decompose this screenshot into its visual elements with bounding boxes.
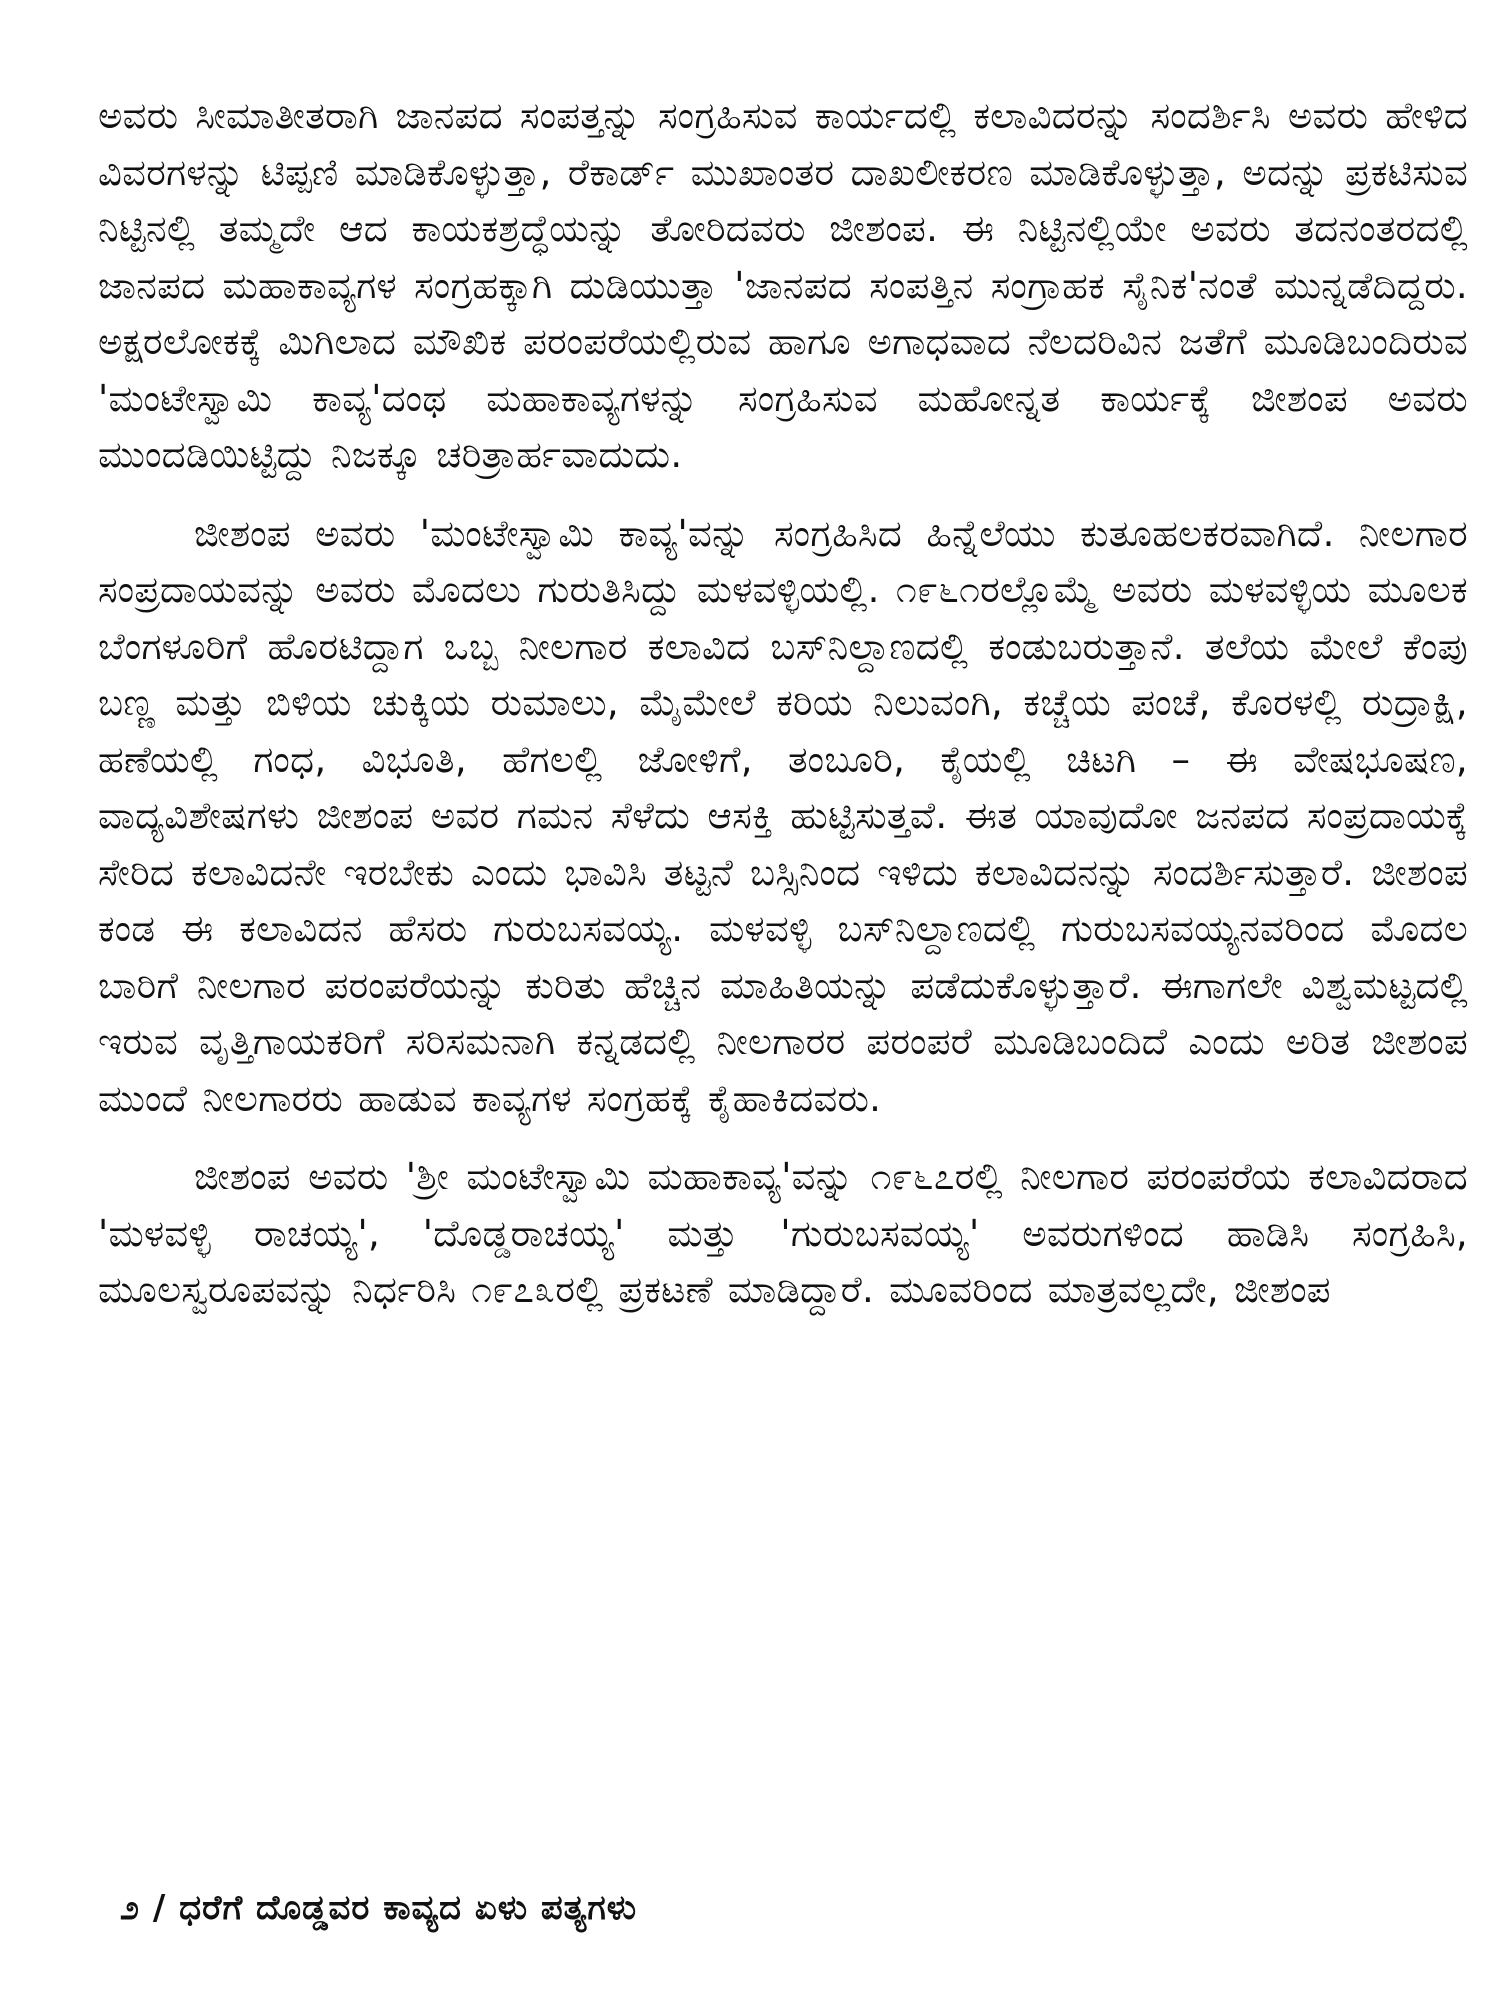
paragraph-3: ಜೀಶಂಪ ಅವರು 'ಶ್ರೀ ಮಂಟೇಸ್ವಾಮಿ ಮಹಾಕಾವ್ಯ'ವನ್ನು ೧೯೬೭ರಲ್ಲಿ ನೀಲಗಾರ ಪರಂಪರೆಯ ಕಲಾವಿದರಾದ 'ಮಳವಳ್ಳಿ ರಾಚಯ್ಯ', 'ದೊಡ್ಡರಾಚಯ್ಯ' ಮತ್ತು 'ಗುರುಬಸವಯ್ಯ' ಅವರುಗಳಿಂದ ಹಾಡಿಸಿ ಸಂಗ್ರಹಿಸಿ, ಮೂಲಸ್ವರೂಪವನ್ನು ನಿರ್ಧರಿಸಿ ೧೯೭೩ರಲ್ಲಿ ಪ್ರಕಟಣೆ ಮಾಡಿದ್ದಾರೆ. ಮೂವರಿಂದ ಮಾತ್ರವಲ್ಲದೇ, ಜೀಶಂಪ bbox=[98, 1155, 1468, 1311]
page-footer: ೨ / ಧರೆಗೆ ದೊಡ್ಡವರ ಕಾವ್ಯದ ಏಳು ಪತ್ಯಗಳು bbox=[120, 1888, 638, 1928]
paragraph-1: ಅವರು ಸೀಮಾತೀತರಾಗಿ ಜಾನಪದ ಸಂಪತ್ತನ್ನು ಸಂಗ್ರಹಿಸುವ ಕಾರ್ಯದಲ್ಲಿ ಕಲಾವಿದರನ್ನು ಸಂದರ್ಶಿಸಿ ಅವರು ಹೇಳಿದ ವಿವರಗಳನ್ನು ಟಿಪ್ಪಣಿ ಮಾಡಿಕೊಳ್ಳುತ್ತಾ, ರೆಕಾರ್ಡ್ ಮುಖಾಂತರ ದಾಖಲೀಕರಣ ಮಾಡಿಕೊಳ್ಳುತ್ತಾ, ಅದನ್ನು ಪ್ರಕಟಿಸುವ ನಿಟ್ಟಿನಲ್ಲಿ ತಮ್ಮದೇ ಆದ ಕಾಯಕಶ್ರದ್ಧೆಯನ್ನು ತೋರಿದವರು ಜೀಶಂಪ. ಈ ನಿಟ್ಟಿನಲ್ಲಿಯೇ ಅವರು ತದನಂತರದಲ್ಲಿ ಜಾನಪದ ಮಹಾಕಾವ್ಯಗಳ ಸಂಗ್ರಹಕ್ಕಾಗಿ ದುಡಿಯುತ್ತಾ 'ಜಾನಪದ ಸಂಪತ್ತಿನ ಸಂಗ್ರಾಹಕ ಸೈನಿಕ'ನಂತೆ ಮುನ್ನಡೆದಿದ್ದರು. ಅಕ್ಷರಲೋಕಕ್ಕೆ ಮಿಗಿಲಾದ ಮೌಖಿಕ ಪರಂಪರೆಯಲ್ಲಿರುವ ಹಾಗೂ ಅಗಾಧವಾದ ನೆಲದರಿವಿನ ಜತೆಗೆ ಮೂಡಿಬಂದಿರುವ 'ಮಂಟೇಸ್ವಾಮಿ ಕಾವ್ಯ'ದಂಥ ಮಹಾಕಾವ್ಯಗಳನ್ನು ಸಂಗ್ರಹಿಸುವ ಮಹೋನ್ನತ ಕಾರ್ಯಕ್ಕೆ ಜೀಶಂಪ ಅವರು ಮುಂದಡಿಯಿಟ್ಟಿದ್ದು ನಿಜಕ್ಕೂ ಚರಿತ್ರಾರ್ಹವಾದುದು. bbox=[98, 94, 1468, 476]
paragraph-2: ಜೀಶಂಪ ಅವರು 'ಮಂಟೇಸ್ವಾಮಿ ಕಾವ್ಯ'ವನ್ನು ಸಂಗ್ರಹಿಸಿದ ಹಿನ್ನೆಲೆಯು ಕುತೂಹಲಕರವಾಗಿದೆ. ನೀಲಗಾರ ಸಂಪ್ರದಾಯವನ್ನು ಅವರು ಮೊದಲು ಗುರುತಿಸಿದ್ದು ಮಳವಳ್ಳಿಯಲ್ಲಿ. ೧೯೬೧ರಲ್ಲೊಮ್ಮೆ ಅವರು ಮಳವಳ್ಳಿಯ ಮೂಲಕ ಬೆಂಗಳೂರಿಗೆ ಹೊರಟಿದ್ದಾಗ ಒಬ್ಬ ನೀಲಗಾರ ಕಲಾವಿದ ಬಸ್‌ನಿಲ್ದಾಣದಲ್ಲಿ ಕಂಡುಬರುತ್ತಾನೆ. ತಲೆಯ ಮೇಲೆ ಕೆಂಪು ಬಣ್ಣ ಮತ್ತು ಬಿಳಿಯ ಚುಕ್ಕಿಯ ರುಮಾಲು, ಮೈಮೇಲೆ ಕರಿಯ ನಿಲುವಂಗಿ, ಕಚ್ಚೆಯ ಪಂಚೆ, ಕೊರಳಲ್ಲಿ ರುದ್ರಾಕ್ಷಿ, ಹಣೆಯಲ್ಲಿ ಗಂಧ, ವಿಭೂತಿ, ಹೆಗಲಲ್ಲಿ ಜೋಳಿಗೆ, ತಂಬೂರಿ, ಕೈಯಲ್ಲಿ ಚಿಟಗಿ – ಈ ವೇಷಭೂಷಣ, ವಾದ್ಯವಿಶೇಷಗಳು ಜೀಶಂಪ ಅವರ ಗಮನ ಸೆಳೆದು ಆಸಕ್ತಿ ಹುಟ್ಟಿಸುತ್ತವೆ. ಈತ ಯಾವುದೋ ಜನಪದ ಸಂಪ್ರದಾಯಕ್ಕೆ ಸೇರಿದ ಕಲಾವಿದನೇ ಇರಬೇಕು ಎಂದು ಭಾವಿಸಿ ತಟ್ಟನೆ ಬಸ್ಸಿನಿಂದ ಇಳಿದು ಕಲಾವಿದನನ್ನು ಸಂದರ್ಶಿಸುತ್ತಾರೆ. ಜೀಶಂಪ ಕಂಡ ಈ ಕಲಾವಿದನ ಹೆಸರು ಗುರುಬಸವಯ್ಯ. ಮಳವಳ್ಳಿ ಬಸ್‌ನಿಲ್ದಾಣದಲ್ಲಿ ಗುರುಬಸವಯ್ಯನವರಿಂದ ಮೊದಲ ಬಾರಿಗೆ ನೀಲಗಾರ ಪರಂಪರೆಯನ್ನು ಕುರಿತು ಹೆಚ್ಚಿನ ಮಾಹಿತಿಯನ್ನು ಪಡೆದುಕೊಳ್ಳುತ್ತಾರೆ. ಈಗಾಗಲೇ ವಿಶ್ವಮಟ್ಟದಲ್ಲಿ ಇರುವ ವೃತ್ತಿಗಾಯಕರಿಗೆ ಸರಿಸಮನಾಗಿ ಕನ್ನಡದಲ್ಲಿ ನೀಲಗಾರರ ಪರಂಪರೆ ಮೂಡಿಬಂದಿದೆ ಎಂದು ಅರಿತ ಜೀಶಂಪ ಮುಂದೆ ನೀಲಗಾರರು ಹಾಡುವ ಕಾವ್ಯಗಳ ಸಂಗ್ರಹಕ್ಕೆ ಕೈಹಾಕಿದವರು. bbox=[98, 511, 1468, 1120]
body-text bbox=[98, 88, 1468, 1341]
